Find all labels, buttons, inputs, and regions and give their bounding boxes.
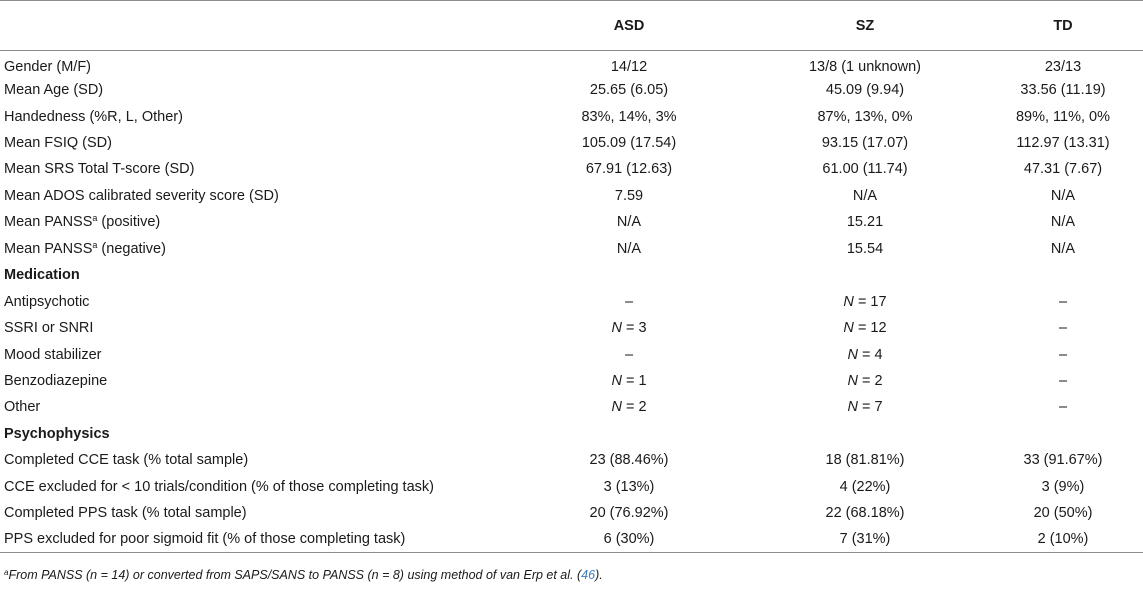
label-text: (positive) [97, 214, 161, 231]
row-label: Other [4, 399, 41, 416]
row-label: Antipsychotic [4, 293, 90, 310]
table-row [0, 341, 1143, 367]
cell-asd: 25.65 (6.05) [589, 82, 669, 99]
cell-td: – [1058, 346, 1068, 363]
cell-asd: 83%, 14%, 3% [581, 108, 677, 125]
cell-sz: 15.21 [846, 214, 884, 231]
row-label: Mean ADOS calibrated severity score (SD) [4, 187, 279, 204]
cell-asd: – [624, 346, 634, 363]
n-value: = 4 [861, 346, 883, 363]
n-value: = 2 [625, 399, 647, 416]
label-text: Mean PANSS [4, 240, 93, 257]
cell-td: – [1058, 293, 1068, 310]
footnote-marker: a [92, 239, 98, 250]
table-row [0, 51, 1143, 77]
cell-asd: – [624, 293, 634, 310]
row-label [0, 209, 511, 235]
cell-td: 89%, 11%, 0% [1015, 108, 1111, 125]
cell-asd [511, 368, 747, 394]
n-symbol: N [843, 320, 854, 337]
n-symbol: N [611, 372, 622, 389]
cell-sz [747, 315, 983, 341]
cell-asd: 20 (76.92%) [589, 505, 669, 522]
footnote-marker: a [4, 568, 9, 577]
table-row [0, 156, 1143, 182]
table-row [0, 500, 1143, 526]
cell-sz [747, 368, 983, 394]
cell-td: 33 (91.67%) [1023, 452, 1103, 469]
row-label: SSRI or SNRI [4, 320, 94, 337]
cell-td: – [1058, 320, 1068, 337]
cell-asd: N/A [616, 214, 642, 231]
row-label: PPS excluded for poor sigmoid fit (% of those completing task) [4, 531, 406, 548]
cell-sz: 61.00 (11.74) [822, 161, 908, 178]
n-symbol: N [847, 346, 858, 363]
table-row [0, 77, 1143, 103]
row-label: Handedness (%R, L, Other) [4, 108, 183, 125]
table-row [0, 130, 1143, 156]
citation-link[interactable]: 46 [581, 568, 596, 582]
n-value: = 2 [861, 372, 883, 389]
footnote-text: From PANSS (n = 14) or converted from SAPS/SANS to PANSS (n = 8) using method of van Erp et al. ( [8, 568, 582, 582]
cell-td: 23/13 [1044, 58, 1082, 75]
table-row [0, 526, 1143, 552]
cell-sz: 93.15 (17.07) [821, 135, 909, 152]
cell-sz: N/A [852, 187, 878, 204]
cell-asd: 14/12 [610, 58, 648, 75]
table-row [0, 288, 1143, 314]
header-td: TD [1053, 18, 1073, 34]
row-label: Mean FSIQ (SD) [4, 135, 112, 152]
table-row [0, 474, 1143, 500]
table-footnote [4, 568, 603, 582]
cell-sz: 18 (81.81%) [825, 452, 905, 469]
table-row [0, 103, 1143, 129]
cell-asd: 67.91 (12.63) [585, 161, 673, 178]
n-value: = 17 [857, 293, 887, 310]
label-text: Mean PANSS [4, 214, 93, 231]
table-header-row [0, 1, 1143, 51]
table-row [0, 183, 1143, 209]
cell-asd: 6 (30%) [603, 531, 655, 548]
cell-td: 2 (10%) [1037, 531, 1089, 548]
section-title: Psychophysics [4, 425, 110, 442]
cell-td: N/A [1050, 187, 1076, 204]
row-label [0, 236, 511, 262]
header-blank [0, 1, 511, 51]
cell-asd [511, 315, 747, 341]
cell-asd: 7.59 [614, 187, 644, 204]
table-row [0, 209, 1143, 235]
n-symbol: N [611, 399, 622, 416]
footnote-marker: a [92, 213, 98, 224]
table-row [0, 447, 1143, 473]
cell-td: – [1058, 372, 1068, 389]
footnote-end: ). [595, 568, 603, 582]
n-symbol: N [843, 293, 854, 310]
n-value: = 7 [861, 399, 883, 416]
row-label: Mean Age (SD) [4, 82, 104, 99]
row-label: Completed CCE task (% total sample) [4, 452, 249, 469]
n-value: = 3 [625, 320, 647, 337]
label-text: (negative) [97, 240, 166, 257]
cell-td: 47.31 (7.67) [1023, 161, 1103, 178]
cell-td: 20 (50%) [1033, 505, 1093, 522]
cell-sz: 4 (22%) [839, 478, 891, 495]
cell-td: 112.97 (13.31) [1016, 135, 1110, 152]
row-label: Completed PPS task (% total sample) [4, 505, 247, 522]
cell-td: N/A [1050, 214, 1076, 231]
n-value: = 12 [857, 320, 887, 337]
cell-sz: 22 (68.18%) [825, 505, 905, 522]
cell-sz [747, 341, 983, 367]
cell-asd: N/A [616, 240, 642, 257]
n-symbol: N [611, 320, 622, 337]
row-label: Mean SRS Total T-score (SD) [4, 161, 195, 178]
row-label: Benzodiazepine [4, 372, 108, 389]
n-value: = 1 [625, 372, 647, 389]
cell-sz: 45.09 (9.94) [825, 82, 905, 99]
header-asd: ASD [613, 18, 645, 34]
cell-sz: 15.54 [846, 240, 884, 257]
section-header-psychophysics [0, 421, 1143, 447]
cell-sz: 7 (31%) [839, 531, 891, 548]
row-label: Mood stabilizer [4, 346, 102, 363]
n-symbol: N [847, 399, 858, 416]
row-label: CCE excluded for < 10 trials/condition (% of those completing task) [4, 478, 434, 495]
cell-asd [511, 394, 747, 420]
table-row [0, 394, 1143, 420]
cell-sz [747, 288, 983, 314]
cell-td: N/A [1050, 240, 1076, 257]
cell-sz: 13/8 (1 unknown) [808, 58, 922, 75]
row-label: Gender (M/F) [4, 58, 92, 75]
cell-sz: 87%, 13%, 0% [817, 108, 913, 125]
cell-sz [747, 394, 983, 420]
cell-td: – [1058, 399, 1068, 416]
cell-td: 3 (9%) [1041, 478, 1085, 495]
cell-asd: 3 (13%) [603, 478, 655, 495]
cell-asd: 23 (88.46%) [589, 452, 669, 469]
cell-asd: 105.09 (17.54) [581, 135, 677, 152]
section-header-medication [0, 262, 1143, 288]
table-row [0, 236, 1143, 262]
table-row [0, 368, 1143, 394]
n-symbol: N [847, 372, 858, 389]
section-title: Medication [4, 267, 80, 284]
cell-td: 33.56 (11.19) [1020, 82, 1106, 99]
header-sz: SZ [855, 18, 875, 34]
table-row [0, 315, 1143, 341]
